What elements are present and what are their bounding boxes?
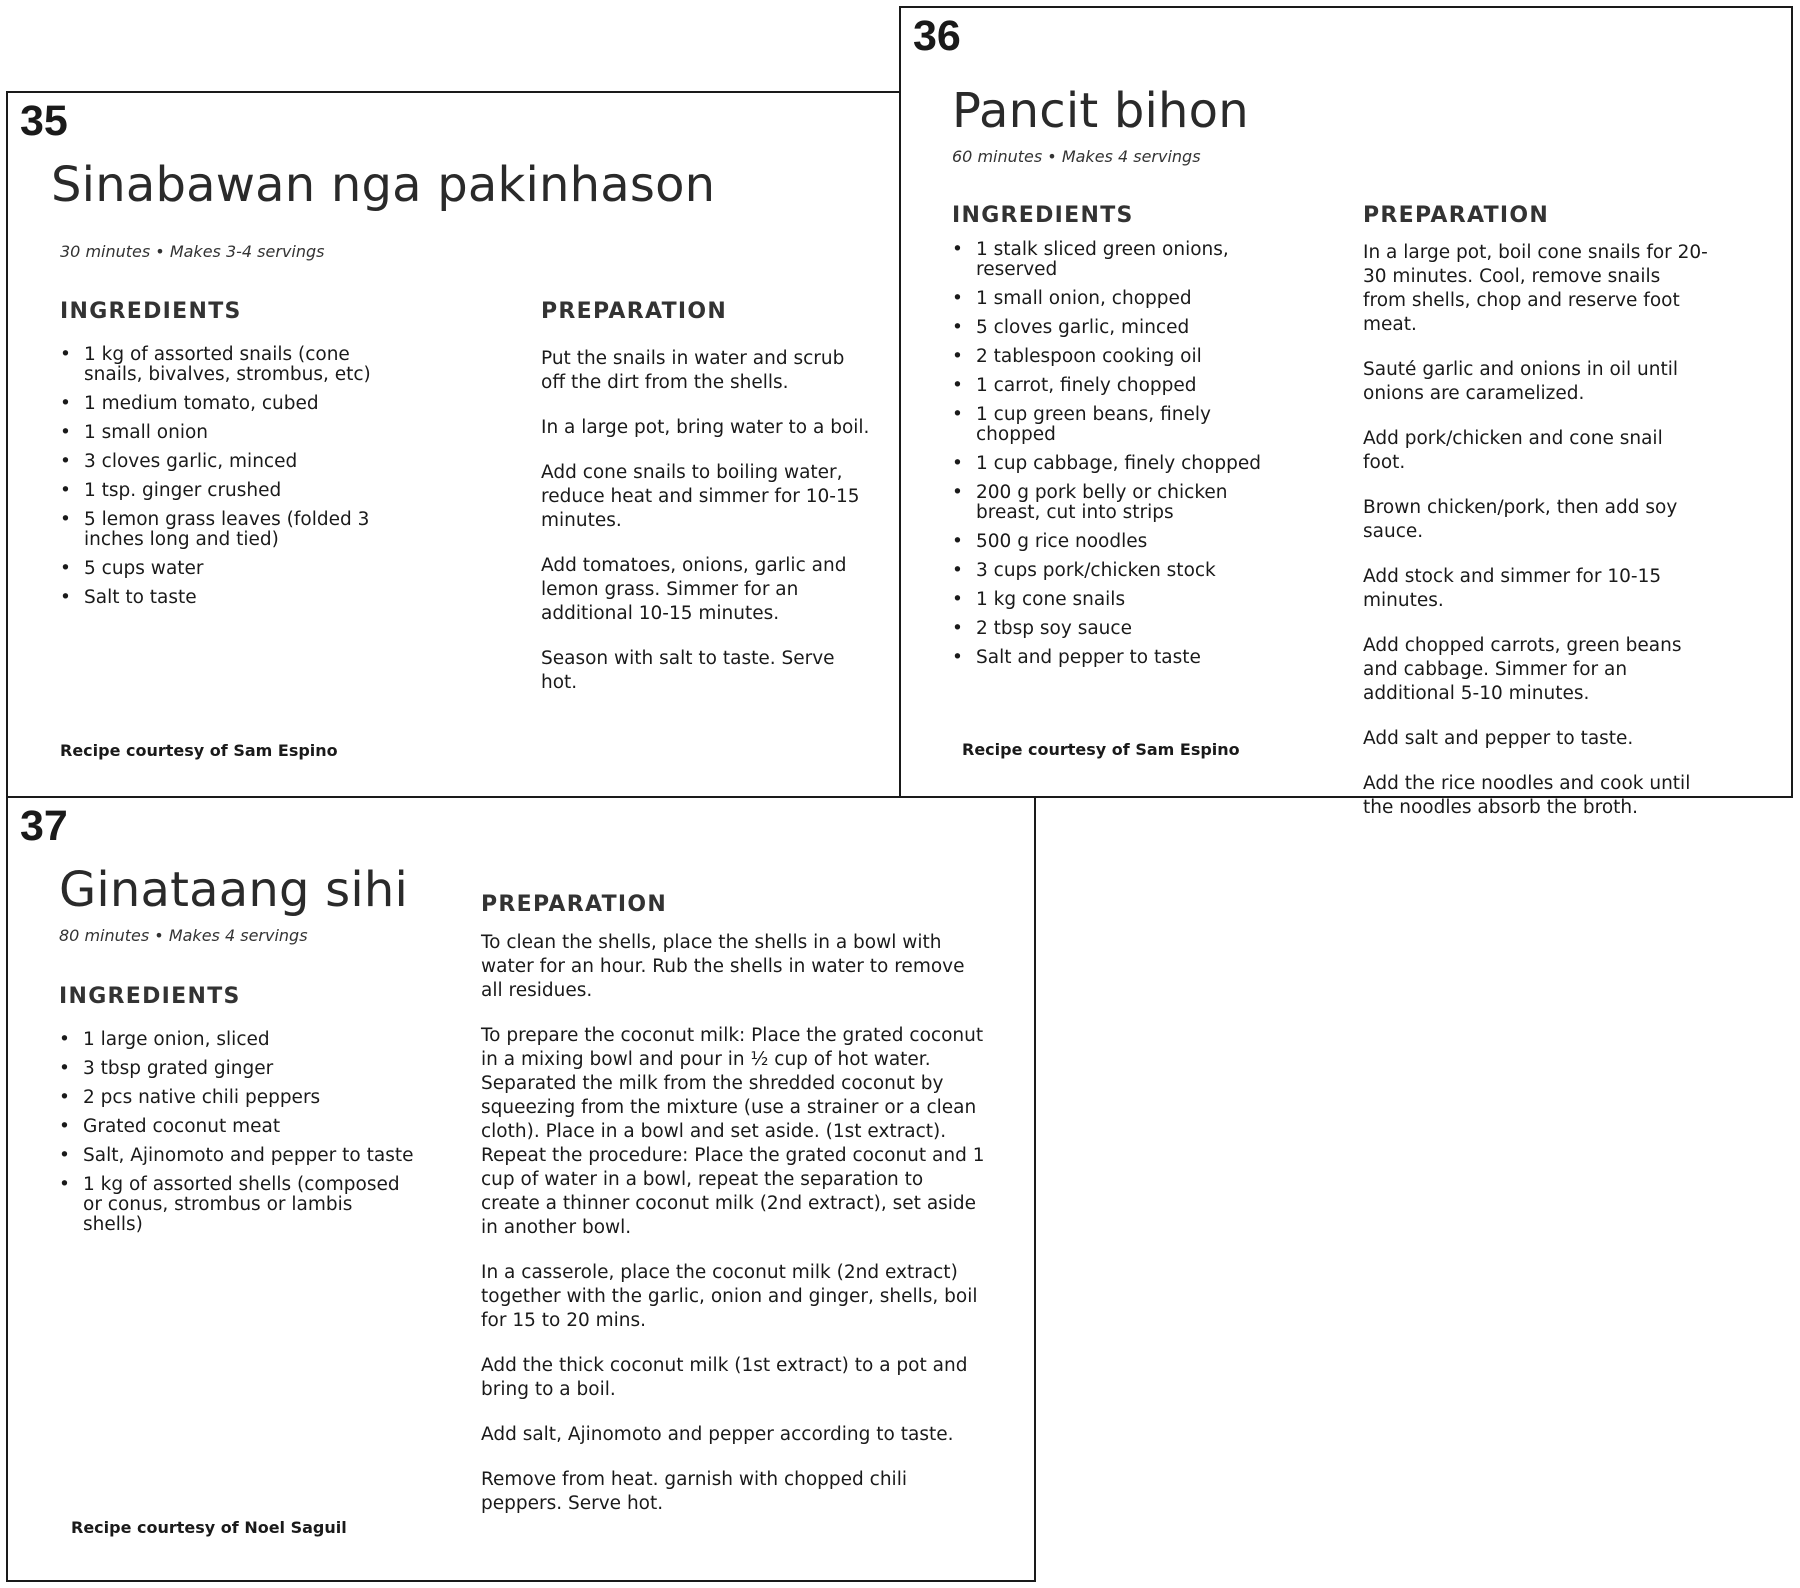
ingredients-list [952,240,1292,677]
recipe-title: Ginataang sihi [59,862,409,918]
ingredients-heading: INGREDIENTS [952,203,1134,228]
ingredient-item: • Salt and pepper to taste [952,648,1292,668]
ingredient-item: • Salt to taste [60,588,400,608]
ingredient-item: • 500 g rice noodles [952,532,1292,552]
preparation-step: Season with salt to taste. Serve hot. [541,648,835,693]
recipe-number: 36 [913,12,961,60]
preparation-step: To prepare the coconut milk: Place the grated coconut in a mixing bowl and pour in ½ cup of hot water. Separated the milk from the shredded coconut by squeezing from the mixture (use a strainer or a clean cloth). Place in a bowl and set aside. (1st extract). Repeat the procedure: Place the grated coconut and 1 cup of water in a bowl, repeat the separation to create a thinner coconut milk (2nd extract), set aside in another bowl. [481,1025,985,1238]
recipe-courtesy: Recipe courtesy of Sam Espino [60,741,338,760]
preparation-step: Add the thick coconut milk (1st extract) to a pot and bring to a boil. [481,1355,968,1400]
ingredient-item: • 2 tbsp soy sauce [952,619,1292,639]
preparation-step: In a large pot, bring water to a boil. [541,417,870,438]
ingredient-item: • 3 tbsp grated ginger [59,1059,414,1079]
recipe-meta: 60 minutes • Makes 4 servings [952,147,1201,166]
preparation-heading: PREPARATION [1363,203,1550,228]
ingredient-item: • 5 lemon grass leaves (folded 3 inches long and tied) [60,510,400,550]
ingredient-item: • 1 small onion [60,423,400,443]
ingredient-item: • 200 g pork belly or chicken breast, cut into strips [952,483,1292,523]
preparation-steps [481,931,986,1537]
ingredients-list [59,1030,414,1244]
recipe-meta: 80 minutes • Makes 4 servings [59,926,308,945]
preparation-heading: PREPARATION [541,299,728,324]
ingredient-item: • Salt, Ajinomoto and pepper to taste [59,1146,414,1166]
ingredient-item: • 1 cup cabbage, finely chopped [952,454,1292,474]
ingredient-item: • 1 kg cone snails [952,590,1292,610]
ingredients-heading: INGREDIENTS [59,984,241,1009]
ingredients-list [60,345,400,617]
preparation-step: Remove from heat. garnish with chopped chili peppers. Serve hot. [481,1469,907,1514]
ingredient-item: • 1 kg of assorted shells (composed or conus, strombus or lambis shells) [59,1175,414,1235]
preparation-step: In a casserole, place the coconut milk (2nd extract) together with the garlic, onion and ginger, shells, boil for 15 to 20 mins. [481,1262,978,1331]
preparation-step: Add tomatoes, onions, garlic and lemon grass. Simmer for an additional 10-15 minutes. [541,555,847,624]
preparation-step: Sauté garlic and onions in oil until onions are caramelized. [1363,359,1678,404]
ingredient-item: • 1 medium tomato, cubed [60,394,400,414]
recipe-meta: 30 minutes • Makes 3-4 servings [60,242,325,261]
ingredient-item: • 1 cup green beans, finely chopped [952,405,1292,445]
ingredient-item: • 1 stalk sliced green onions, reserved [952,240,1292,280]
ingredient-item: • 5 cloves garlic, minced [952,318,1292,338]
ingredient-item: • 2 pcs native chili peppers [59,1088,414,1108]
ingredient-item: • 3 cloves garlic, minced [60,452,400,472]
ingredient-item: • 1 large onion, sliced [59,1030,414,1050]
recipe-courtesy: Recipe courtesy of Noel Saguil [71,1518,347,1537]
recipe-title: Pancit bihon [952,83,1249,139]
recipe-number: 35 [20,97,68,145]
recipe-card-37 [6,796,1036,1582]
preparation-step: Add chopped carrots, green beans and cabbage. Simmer for an additional 5-10 minutes. [1363,635,1682,704]
recipe-courtesy: Recipe courtesy of Sam Espino [962,740,1240,759]
ingredient-item: • 1 tsp. ginger crushed [60,481,400,501]
preparation-step: Put the snails in water and scrub off the dirt from the shells. [541,348,845,393]
recipe-card-36 [899,6,1793,818]
ingredient-item: • 1 carrot, finely chopped [952,376,1292,396]
preparation-step: Add the rice noodles and cook until the noodles absorb the broth. [1363,773,1691,818]
preparation-steps [1363,241,1708,841]
preparation-step: In a large pot, boil cone snails for 20-30 minutes. Cool, remove snails from shells, chop and reserve foot meat. [1363,242,1708,335]
preparation-step: Add salt and pepper to taste. [1363,728,1634,749]
ingredient-item: • 5 cups water [60,559,400,579]
ingredient-item: • 1 kg of assorted snails (cone snails, bivalves, strombus, etc) [60,345,400,385]
preparation-step: Add pork/chicken and cone snail foot. [1363,428,1663,473]
preparation-heading: PREPARATION [481,892,668,917]
recipe-card-35 [6,91,901,798]
recipe-title: Sinabawan nga pakinhason [51,157,716,213]
preparation-step: To clean the shells, place the shells in a bowl with water for an hour. Rub the shells in water to remove all residues. [481,932,965,1001]
preparation-step: Brown chicken/pork, then add soy sauce. [1363,497,1678,542]
preparation-step: Add salt, Ajinomoto and pepper according to taste. [481,1424,954,1445]
preparation-step: Add stock and simmer for 10-15 minutes. [1363,566,1662,611]
ingredient-item: • Grated coconut meat [59,1117,414,1137]
ingredient-item: • 1 small onion, chopped [952,289,1292,309]
recipe-number: 37 [20,802,68,850]
ingredient-item: • 3 cups pork/chicken stock [952,561,1292,581]
ingredient-item: • 2 tablespoon cooking oil [952,347,1292,367]
preparation-step: Add cone snails to boiling water, reduce heat and simmer for 10-15 minutes. [541,462,860,531]
ingredients-heading: INGREDIENTS [60,299,242,324]
preparation-steps [541,347,871,716]
